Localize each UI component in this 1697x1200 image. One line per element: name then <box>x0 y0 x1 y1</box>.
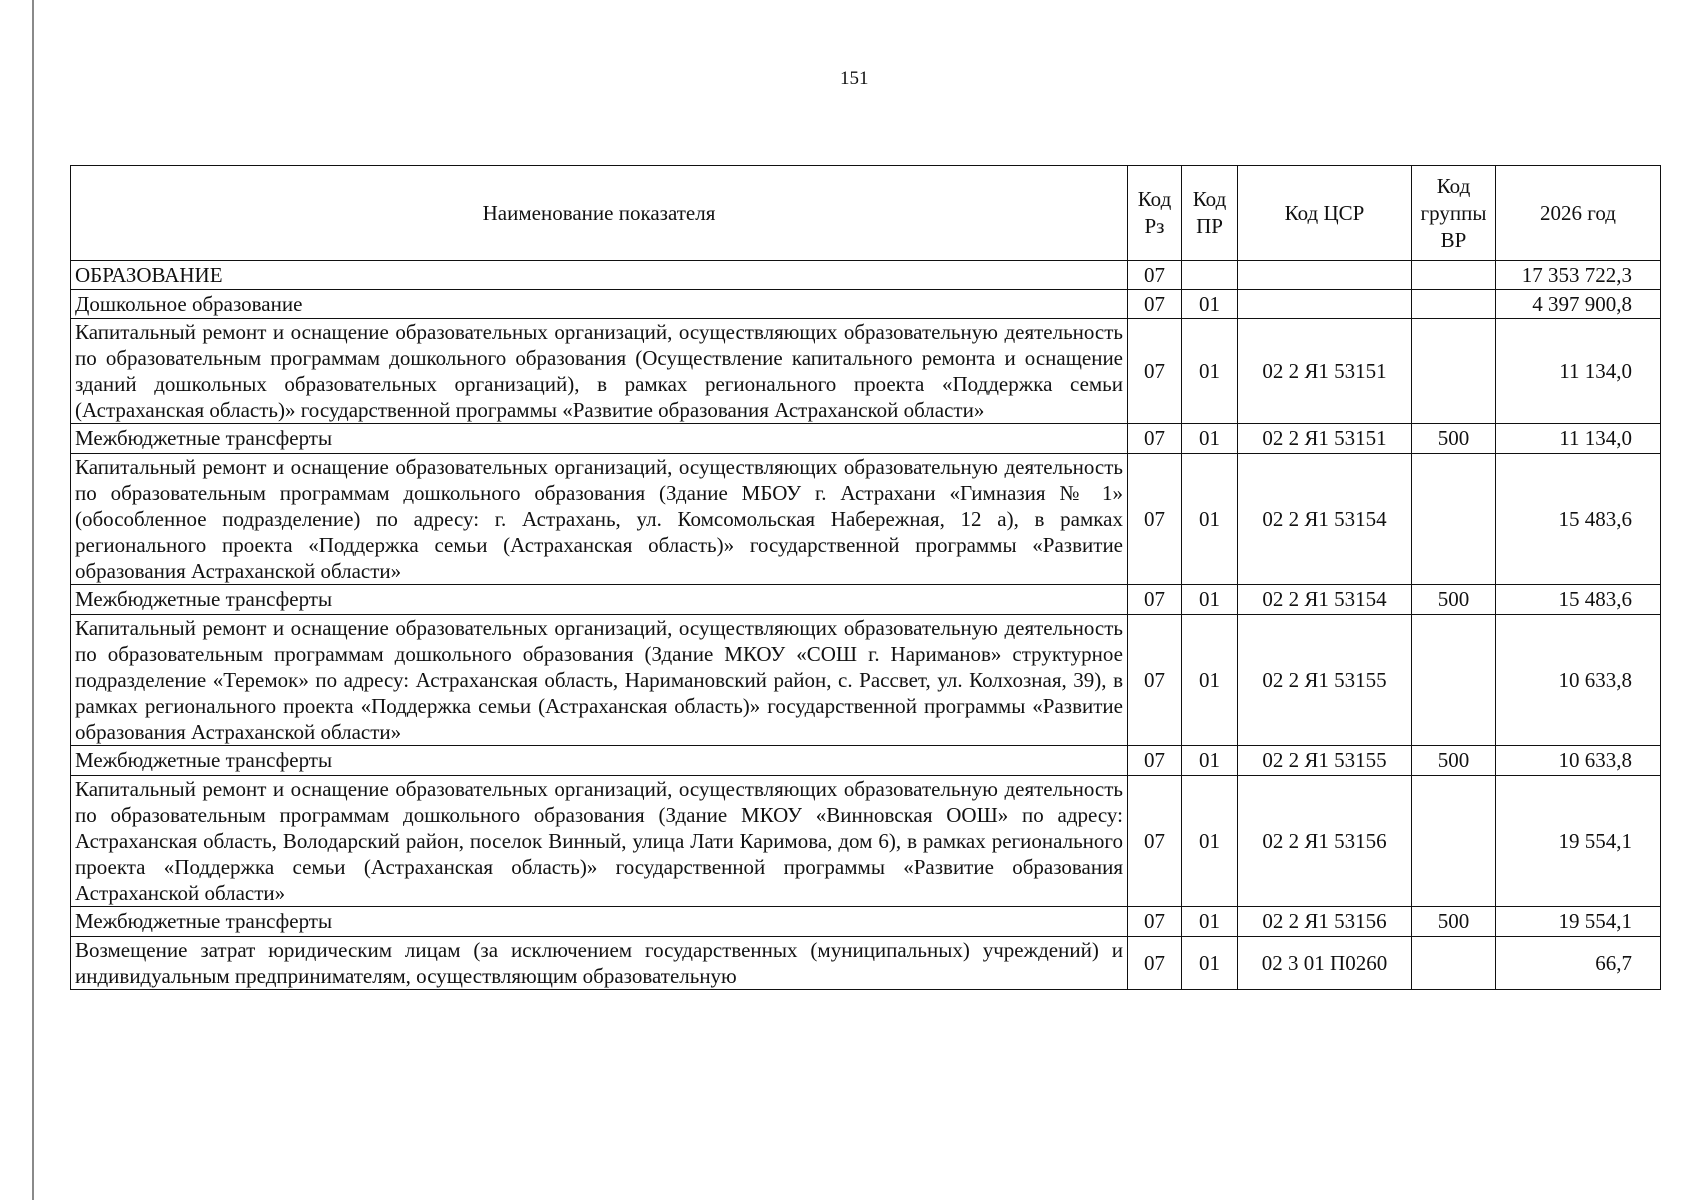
row-csr: 02 2 Я1 53154 <box>1238 585 1412 615</box>
row-pr: 01 <box>1182 290 1238 319</box>
row-pr: 01 <box>1182 615 1238 746</box>
row-pr: 01 <box>1182 776 1238 907</box>
row-pr: 01 <box>1182 907 1238 937</box>
row-amount: 10 633,8 <box>1496 746 1661 776</box>
table-row <box>71 585 1661 615</box>
row-name: Капитальный ремонт и оснащение образовательных организаций, осуществляющих образовательную деятельность по образовательным программам дошкольного образования (Здание МКОУ «Винновская ООШ» по адресу: Астраханская область, Володарский район, поселок Винный, улица Лати Каримова, дом 6), в рамках регионального проекта «Поддержка семьи (Астраханская область)» государственной программы «Развитие образования Астраханской области» <box>71 776 1128 907</box>
table-row <box>71 615 1661 746</box>
row-vr: 500 <box>1412 585 1496 615</box>
row-name: Межбюджетные трансферты <box>71 585 1128 615</box>
page-margin-line <box>32 0 34 1200</box>
row-pr <box>1182 261 1238 290</box>
table-header-row <box>71 166 1661 261</box>
row-rz: 07 <box>1128 424 1182 454</box>
row-pr: 01 <box>1182 319 1238 424</box>
table-row <box>71 776 1661 907</box>
row-pr: 01 <box>1182 454 1238 585</box>
row-rz: 07 <box>1128 585 1182 615</box>
row-csr: 02 2 Я1 53156 <box>1238 776 1412 907</box>
row-amount: 15 483,6 <box>1496 585 1661 615</box>
row-name: Межбюджетные трансферты <box>71 746 1128 776</box>
row-csr: 02 2 Я1 53151 <box>1238 319 1412 424</box>
row-rz: 07 <box>1128 319 1182 424</box>
row-rz: 07 <box>1128 907 1182 937</box>
table-row <box>71 319 1661 424</box>
header-year: 2026 год <box>1496 166 1661 261</box>
header-pr: Код ПР <box>1182 166 1238 261</box>
row-name: Возмещение затрат юридическим лицам (за исключением государственных (муниципальных) учреждений) и индивидуальным предпринимателям, осуществляющим образовательную <box>71 937 1128 990</box>
row-name: Капитальный ремонт и оснащение образовательных организаций, осуществляющих образовательную деятельность по образовательным программам дошкольного образования (Осуществление капитального ремонта и оснащение зданий дошкольных образовательных организаций), в рамках регионального проекта «Поддержка семьи (Астраханская область)» государственной программы «Развитие образования Астраханской области» <box>71 319 1128 424</box>
row-vr <box>1412 261 1496 290</box>
budget-table <box>70 165 1661 990</box>
row-rz: 07 <box>1128 776 1182 907</box>
row-csr: 02 2 Я1 53151 <box>1238 424 1412 454</box>
row-csr: 02 3 01 П0260 <box>1238 937 1412 990</box>
table-row <box>71 746 1661 776</box>
row-vr <box>1412 615 1496 746</box>
table-row <box>71 424 1661 454</box>
row-csr: 02 2 Я1 53156 <box>1238 907 1412 937</box>
row-name: Дошкольное образование <box>71 290 1128 319</box>
row-amount: 11 134,0 <box>1496 319 1661 424</box>
row-rz: 07 <box>1128 261 1182 290</box>
row-amount: 11 134,0 <box>1496 424 1661 454</box>
row-rz: 07 <box>1128 454 1182 585</box>
header-name: Наименование показателя <box>71 166 1128 261</box>
table-row <box>71 261 1661 290</box>
row-rz: 07 <box>1128 615 1182 746</box>
row-rz: 07 <box>1128 290 1182 319</box>
table-row <box>71 290 1661 319</box>
table-row <box>71 907 1661 937</box>
row-pr: 01 <box>1182 424 1238 454</box>
table-row <box>71 454 1661 585</box>
row-csr: 02 2 Я1 53155 <box>1238 615 1412 746</box>
row-rz: 07 <box>1128 937 1182 990</box>
header-rz: Код Рз <box>1128 166 1182 261</box>
header-vr: Код группы ВР <box>1412 166 1496 261</box>
row-amount: 66,7 <box>1496 937 1661 990</box>
row-csr: 02 2 Я1 53155 <box>1238 746 1412 776</box>
page-number: 151 <box>840 68 869 89</box>
row-name: Межбюджетные трансферты <box>71 907 1128 937</box>
row-vr <box>1412 319 1496 424</box>
header-csr: Код ЦСР <box>1238 166 1412 261</box>
row-pr: 01 <box>1182 937 1238 990</box>
row-amount: 19 554,1 <box>1496 776 1661 907</box>
row-name: Капитальный ремонт и оснащение образовательных организаций, осуществляющих образовательную деятельность по образовательным программам дошкольного образования (Здание МКОУ «СОШ г. Нариманов» структурное подразделение «Теремок» по адресу: Астраханская область, Наримановский район, с. Рассвет, ул. Колхозная, 39), в рамках регионального проекта «Поддержка семьи (Астраханская область)» государственной программы «Развитие образования Астраханской области» <box>71 615 1128 746</box>
row-vr: 500 <box>1412 907 1496 937</box>
row-name: Капитальный ремонт и оснащение образовательных организаций, осуществляющих образовательную деятельность по образовательным программам дошкольного образования (Здание МБОУ г. Астрахани «Гимназия № 1» (обособленное подразделение) по адресу: г. Астрахань, ул. Комсомольская Набережная, 12 а), в рамках регионального проекта «Поддержка семьи (Астраханская область)» государственной программы «Развитие образования Астраханской области» <box>71 454 1128 585</box>
row-name: Межбюджетные трансферты <box>71 424 1128 454</box>
row-amount: 17 353 722,3 <box>1496 261 1661 290</box>
row-vr <box>1412 937 1496 990</box>
row-pr: 01 <box>1182 585 1238 615</box>
row-vr: 500 <box>1412 746 1496 776</box>
row-csr <box>1238 261 1412 290</box>
row-csr: 02 2 Я1 53154 <box>1238 454 1412 585</box>
table-row <box>71 937 1661 990</box>
row-vr <box>1412 290 1496 319</box>
row-vr <box>1412 776 1496 907</box>
row-csr <box>1238 290 1412 319</box>
row-amount: 19 554,1 <box>1496 907 1661 937</box>
row-amount: 10 633,8 <box>1496 615 1661 746</box>
row-name: ОБРАЗОВАНИЕ <box>71 261 1128 290</box>
row-amount: 4 397 900,8 <box>1496 290 1661 319</box>
row-vr <box>1412 454 1496 585</box>
row-amount: 15 483,6 <box>1496 454 1661 585</box>
row-rz: 07 <box>1128 746 1182 776</box>
row-pr: 01 <box>1182 746 1238 776</box>
row-vr: 500 <box>1412 424 1496 454</box>
